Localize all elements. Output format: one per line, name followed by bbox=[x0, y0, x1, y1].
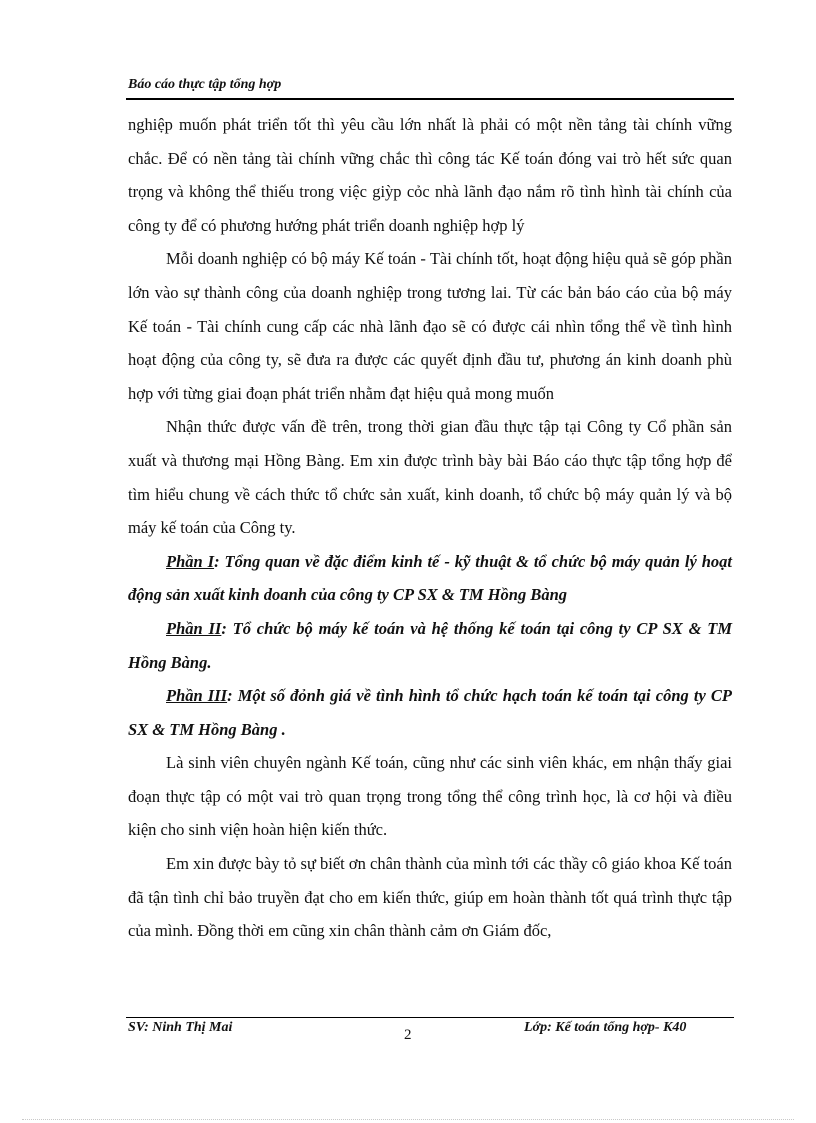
part-2 bbox=[128, 612, 732, 679]
part-1 bbox=[128, 545, 732, 612]
part-1-text: : Tổng quan về đặc điểm kinh tế - kỹ thuật & tổ chức bộ máy quản lý hoạt động sản xuất kinh doanh của công ty CP SX & TM Hồng Bàng bbox=[128, 551, 732, 605]
part-3 bbox=[128, 679, 732, 746]
part-2-label: Phần II bbox=[166, 618, 222, 638]
document-body bbox=[128, 108, 732, 948]
page-header bbox=[126, 76, 734, 100]
paragraph-5: Em xin được bày tỏ sự biết ơn chân thành của mình tới các thầy cô giáo khoa Kế toán đã tận tình chỉ bảo truyền đạt cho em kiến thức, giúp em hoàn thành tốt quá trình thực tập của mình. Đồng thời em cũng xin chân thành cảm ơn Giám đốc, bbox=[128, 854, 732, 941]
page-number: 2 bbox=[404, 1027, 412, 1043]
part-3-label: Phần III bbox=[166, 686, 228, 706]
page-bottom-border bbox=[22, 1119, 794, 1120]
part-2-text: : Tổ chức bộ máy kế toán và hệ thống kế toán tại công ty CP SX & TM Hồng Bàng. bbox=[128, 618, 733, 672]
footer-divider bbox=[126, 1017, 734, 1018]
paragraph-1: nghiệp muốn phát triển tốt thì yêu cầu lớn nhất là phải có một nền tảng tài chính vững chắc. Để có nền tảng tài chính vững chắc thì công tác Kế toán đóng vai trò hết sức quan trọng và không thể thiếu trong việc giỳp cỏc nhà lãnh đạo nắm rõ tình hình tài chính của công ty để có phương hướng phát triển doanh nghiệp hợp lý bbox=[128, 115, 732, 235]
paragraph-4: Là sinh viên chuyên ngành Kế toán, cũng như các sinh viên khác, em nhận thấy giai đoạn thực tập có một vai trò quan trọng trong tổng thể công trình học, là cơ hội và điều kiện cho sinh viện hoàn hiện kiến thức. bbox=[128, 753, 732, 840]
footer-student: SV: Ninh Thị Mai bbox=[128, 1020, 233, 1035]
header-title: Báo cáo thực tập tổng hợp bbox=[128, 77, 282, 92]
footer-class: Lớp: Kế toán tổng hợp- K40 bbox=[524, 1020, 687, 1035]
paragraph-3: Nhận thức được vấn đề trên, trong thời gian đầu thực tập tại Công ty Cổ phần sản xuất và thương mại Hồng Bàng. Em xin được trình bày bài Báo cáo thực tập tổng hợp để tìm hiểu chung về cách thức tổ chức sản xuất, kinh doanh, tổ chức bộ máy quản lý và bộ máy kế toán của Công ty. bbox=[128, 417, 732, 538]
part-3-text: : Một số đỏnh giá về tình hình tổ chức hạch toán kế toán tại công ty CP SX & TM Hồng Bàng . bbox=[128, 686, 732, 739]
part-1-label: Phần I bbox=[166, 551, 215, 571]
paragraph-2: Mỗi doanh nghiệp có bộ máy Kế toán - Tài chính tốt, hoạt động hiệu quả sẽ góp phần lớn vào sự thành công của doanh nghiệp trong tương lai. Từ các bản báo cáo của bộ máy Kế toán - Tài chính cung cấp các nhà lãnh đạo sẽ có được cái nhìn tổng thể về tình hình hoạt động của công ty, sẽ đưa ra được các quyết định đầu tư, phương án kinh doanh phù hợp với từng giai đoạn phát triển nhằm đạt hiệu quả mong muốn bbox=[128, 249, 732, 403]
